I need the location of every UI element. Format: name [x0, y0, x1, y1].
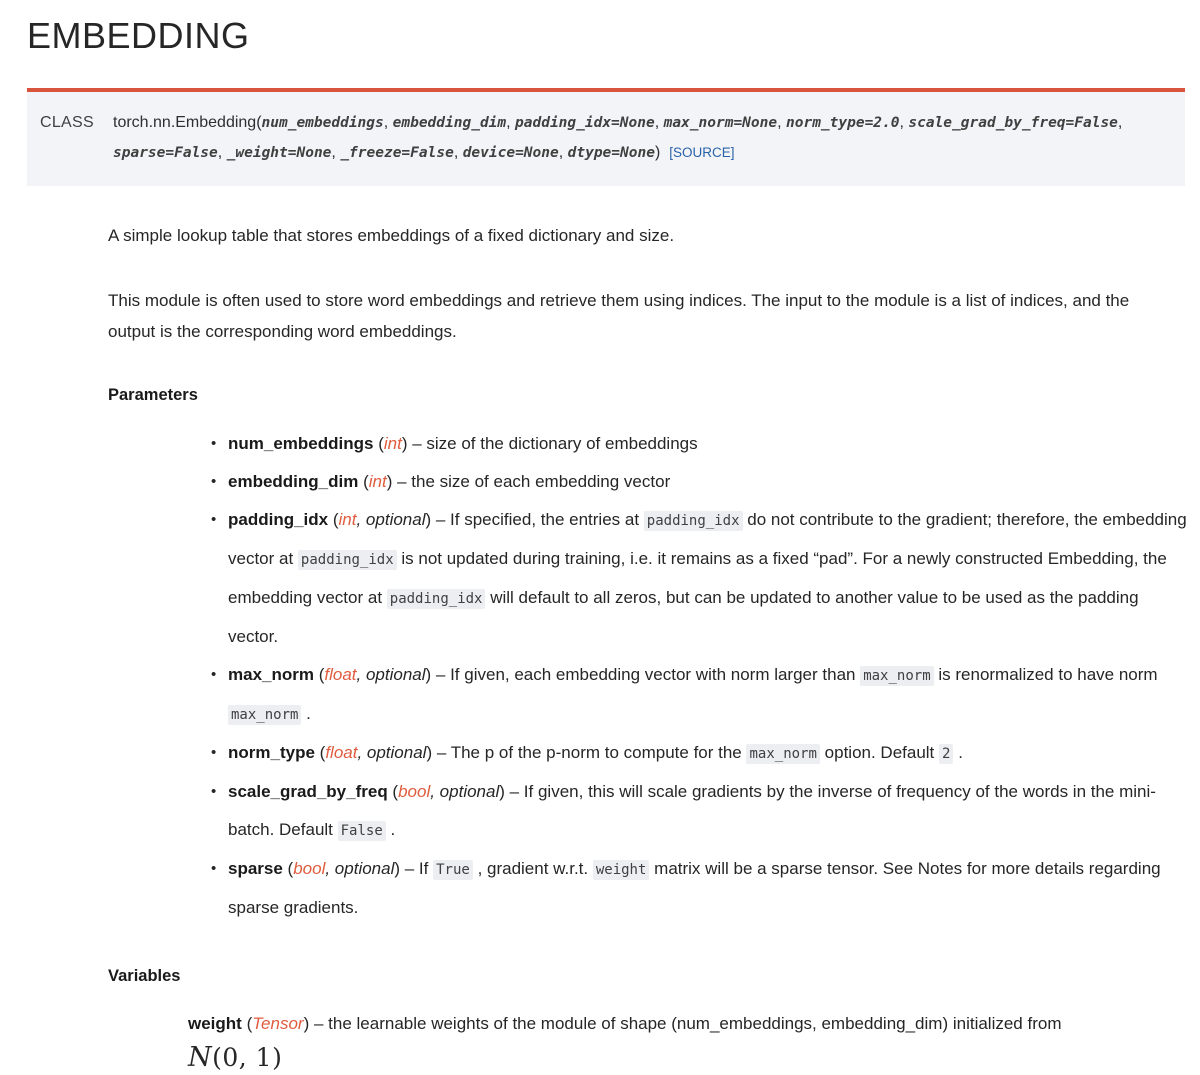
signature-param: sparse=False: [113, 145, 218, 161]
inline-code: True: [433, 860, 473, 880]
close-paren: ): [654, 144, 661, 161]
parameter-item: • num_embeddings (int) – size of the dictionary of embeddings: [211, 425, 1190, 463]
math-cal-n: N: [188, 1042, 213, 1073]
page-title: EMBEDDING: [27, 15, 250, 56]
parameter-type: float: [324, 665, 357, 684]
parameter-type: int: [338, 510, 357, 529]
parameter-item: • max_norm (float, optional) – If given, each embedding vector with norm larger than max_norm is renormalized to have norm max_norm .: [211, 656, 1190, 734]
parameter-name: padding_idx: [228, 510, 329, 529]
parameter-optional-flag: , optional: [356, 510, 426, 529]
signature-separator: ,: [331, 144, 341, 161]
signature-param: _weight=None: [226, 145, 332, 161]
signature-param: scale_grad_by_freq=False: [908, 115, 1118, 131]
parameters-list: [0, 405, 1200, 927]
signature-param: embedding_dim: [392, 115, 507, 131]
signature-separator: ,: [558, 144, 568, 161]
signature-param: padding_idx=None: [515, 115, 655, 131]
doc-content: [0, 208, 1200, 1075]
signature-separator: ,: [506, 114, 516, 131]
signature-param: _freeze=False: [340, 145, 454, 161]
parameter-type: bool: [398, 782, 431, 801]
inline-code: padding_idx: [387, 589, 486, 609]
signature-separator: ,: [383, 114, 393, 131]
signature-param: num_embeddings: [261, 115, 384, 131]
inline-code: 2: [939, 744, 953, 764]
description-paragraph-1: A simple lookup table that stores embeddings of a fixed dictionary and size.: [108, 226, 675, 245]
parameter-type: int: [383, 434, 402, 453]
variable-name: weight: [188, 1014, 242, 1033]
parameter-name: sparse: [228, 859, 283, 878]
inline-code: max_norm: [746, 744, 819, 764]
variable-description: – the learnable weights of the module of shape (num_embeddings, embedding_dim) initialized from: [309, 1014, 1062, 1033]
parameter-type: int: [368, 472, 387, 491]
variables-body: weight (Tensor) – the learnable weights of the module of shape (num_embeddings, embedding_dim) initialized from N(0, 1): [0, 986, 1200, 1075]
inline-code: max_norm: [228, 705, 301, 725]
signature-separator: ,: [1117, 114, 1123, 131]
parameter-name: norm_type: [228, 743, 315, 762]
signature-param: dtype=None: [567, 145, 655, 161]
class-signature-block: [27, 88, 1185, 186]
parameter-name: max_norm: [228, 665, 314, 684]
signature-parameters: [113, 114, 1122, 161]
inline-code: weight: [593, 860, 650, 880]
signature-separator: ,: [217, 144, 227, 161]
parameter-optional-flag: , optional: [356, 665, 426, 684]
parameters-heading: Parameters: [108, 386, 198, 404]
parameter-name: embedding_dim: [228, 472, 359, 491]
signature-body: [113, 108, 1185, 168]
parameter-item: • norm_type (float, optional) – The p of the p-norm to compute for the max_norm option. Default 2 .: [211, 734, 1190, 773]
parameter-item: • embedding_dim (int) – the size of each embedding vector: [211, 463, 1190, 501]
parameter-optional-flag: , optional: [325, 859, 395, 878]
parameter-name: num_embeddings: [228, 434, 374, 453]
signature-separator: ,: [654, 114, 664, 131]
parameter-item: • sparse (bool, optional) – If True , gradient w.r.t. weight matrix will be a sparse tensor. See Notes for more details regarding sparse gradients.: [211, 850, 1190, 927]
inline-code: padding_idx: [298, 550, 397, 570]
inline-code: False: [338, 821, 386, 841]
parameter-item: • padding_idx (int, optional) – If specified, the entries at padding_idx do not contribute to the gradient; therefore, the embedding vector at padding_idx is not updated during training, i.e. it remains as a fixed “pad”. For a newly constructed Embedding, the embedding vector at padding_idx will default to all zeros, but can be updated to another value to be used as the padding vector.: [211, 501, 1190, 656]
signature-param: norm_type=2.0: [786, 115, 900, 131]
signature-separator: ,: [453, 144, 463, 161]
description-paragraph-2: This module is often used to store word embeddings and retrieve them using indices. The input to the module is a list of indices, and the output is the corresponding word embeddings.: [108, 291, 1130, 341]
open-paren: (: [256, 114, 262, 131]
signature-separator: ,: [899, 114, 909, 131]
parameter-type: float: [325, 743, 358, 762]
variables-heading: Variables: [108, 967, 181, 985]
parameter-optional-flag: , optional: [357, 743, 427, 762]
source-link[interactable]: [SOURCE]: [669, 145, 735, 160]
normal-distribution-formula: [188, 1039, 1176, 1075]
inline-code: max_norm: [860, 666, 933, 686]
inline-code: padding_idx: [644, 511, 743, 531]
signature-param: device=None: [462, 145, 559, 161]
parameter-item: • scale_grad_by_freq (bool, optional) – If given, this will scale gradients by the inverse of frequency of the words in the mini-batch. Default False .: [211, 773, 1190, 850]
signature-separator: ,: [777, 114, 786, 131]
parameter-name: scale_grad_by_freq: [228, 782, 388, 801]
variable-type: Tensor: [252, 1014, 304, 1033]
parameter-type: bool: [293, 859, 326, 878]
math-args: (0, 1): [212, 1043, 283, 1072]
parameter-optional-flag: , optional: [430, 782, 500, 801]
class-qualified-name: torch.nn.Embedding: [113, 114, 257, 131]
signature-param: max_norm=None: [663, 115, 778, 131]
class-label: CLASS: [40, 114, 94, 131]
